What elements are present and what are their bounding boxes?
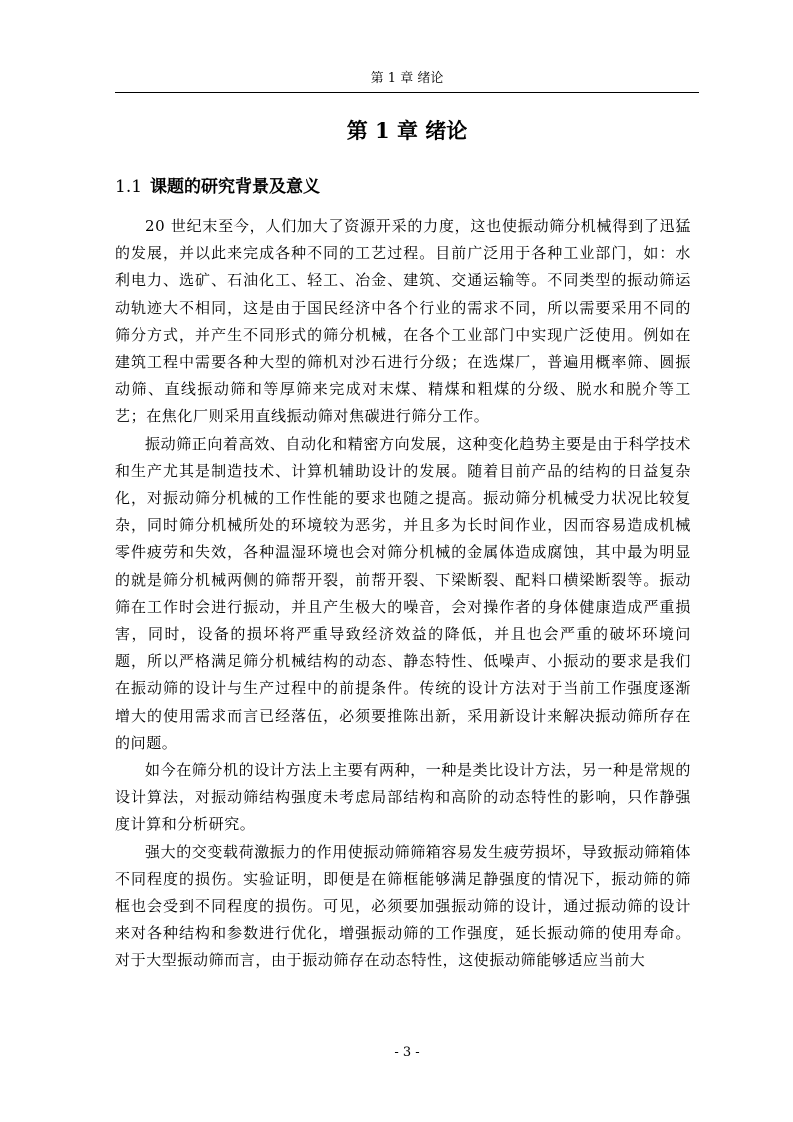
section-number: 1.1 bbox=[115, 177, 143, 197]
running-header: 第 1 章 绪论 bbox=[370, 71, 444, 86]
paragraph: 20 世纪末至今，人们加大了资源开采的力度，这也使振动筛分机械得到了迅猛的发展，并以此来完成各种不同的工艺过程。目前广泛用于各种工业部门，如：水利电力、选矿、石油化工、轻工、冶金、建筑、交通运输等。不同类型的振动筛运动轨迹大不相同，这是由于国民经济中各个行业的需求不同，所以需要采用不同的筛分方式，并产生不同形式的筛分机械，在各个工业部门中实现广泛使用。例如在建筑工程中需要各种大型的筛机对沙石进行分级；在选煤厂，普遍用概率筛、圆振动筛、直线振动筛和等厚筛来完成对末煤、精煤和粗煤的分级、脱水和脱介等工艺；在焦化厂则采用直线振动筛对焦碳进行筛分工作。 bbox=[115, 217, 691, 426]
paragraph: 强大的交变载荷激振力的作用使振动筛筛箱容易发生疲劳损坏，导致振动筛箱体不同程度的损伤。实验证明，即便是在筛框能够满足静强度的情况下，振动筛的筛框也会受到不同程度的损伤。可见，必须要加强振动筛的设计，通过振动筛的设计来对各种结构和参数进行优化，增强振动筛的工作强度，延长振动筛的使用寿命。对于大型振动筛而言，由于振动筛存在动态特性，这使振动筛能够适应当前大 bbox=[115, 842, 692, 970]
paragraph: 如今在筛分机的设计方法上主要有两种，一种是类比设计方法，另一种是常规的设计算法，对振动筛结构强度未考虑局部结构和高阶的动态特性的影响，只作静强度计算和分析研究。 bbox=[115, 761, 692, 834]
chapter-title: 第 1 章 绪论 bbox=[346, 118, 468, 143]
paragraph: 振动筛正向着高效、自动化和精密方向发展，这种变化趋势主要是由于科学技术和生产尤其是制造技术、计算机辅助设计的发展。随着目前产品的结构的日益复杂化，对振动筛分机械的工作性能的要求也随之提高。振动筛分机械受力状况比较复杂，同时筛分机械所处的环境较为恶劣，并且多为长时间作业，因而容易造成机械零件疲劳和失效，各种温湿环境也会对筛分机械的金属体造成腐蚀，其中最为明显的就是筛分机械两侧的筛帮开裂，前帮开裂、下梁断裂、配料口横梁断裂等。振动筛在工作时会进行振动，并且产生极大的噪音，会对操作者的身体健康造成严重损害，同时，设备的损坏将严重导致经济效益的降低，并且也会严重的破坏环境问题，所以严格满足筛分机械结构的动态、静态特性、低噪声、小振动的要求是我们在振动筛的设计与生产过程中的前提条件。传统的设计方法对于当前工作强度逐渐增大的使用需求而言已经落伍，必须要推陈出新，采用新设计来解决振动筛所存在的问题。 bbox=[115, 434, 692, 752]
page-number: - 3 - bbox=[394, 1045, 420, 1060]
body-text bbox=[115, 213, 691, 975]
header-rule bbox=[115, 92, 699, 93]
section-heading bbox=[115, 174, 699, 200]
section-title: 课题的研究背景及意义 bbox=[150, 177, 321, 197]
